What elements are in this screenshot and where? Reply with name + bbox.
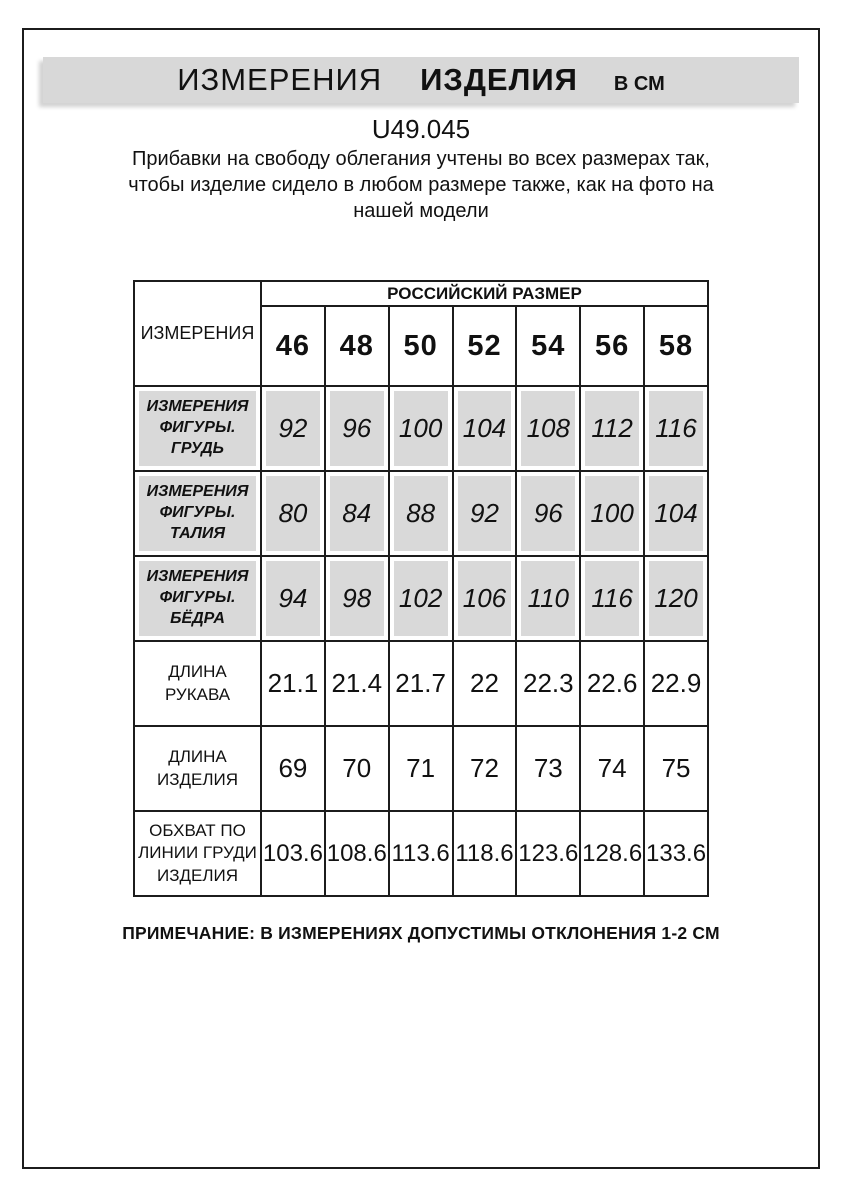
size-column-header: 46 — [261, 306, 325, 386]
cell-value: 92 — [453, 471, 517, 556]
cell-value: 73 — [516, 726, 580, 811]
intro-text — [24, 146, 818, 224]
cell-value: 21.1 — [261, 641, 325, 726]
cell-value: 108.6 — [325, 811, 389, 896]
cell-value: 102 — [389, 556, 453, 641]
size-column-header: 52 — [453, 306, 517, 386]
size-column-header: 50 — [389, 306, 453, 386]
cell-value: 22.9 — [644, 641, 708, 726]
size-table — [133, 280, 709, 897]
table-group-header-row — [134, 281, 708, 306]
cell-value: 96 — [325, 386, 389, 471]
cell-value: 108 — [516, 386, 580, 471]
size-column-header: 56 — [580, 306, 644, 386]
cell-value: 104 — [644, 471, 708, 556]
cell-value: 112 — [580, 386, 644, 471]
cell-value: 21.7 — [389, 641, 453, 726]
table-row-figure-chest — [134, 386, 708, 471]
row-label: ОБХВАТ ПО ЛИНИИ ГРУДИ ИЗДЕЛИЯ — [134, 811, 261, 896]
cell-value: 75 — [644, 726, 708, 811]
cell-value: 133.6 — [644, 811, 708, 896]
table-row-figure-waist — [134, 471, 708, 556]
size-column-header: 54 — [516, 306, 580, 386]
row-label: ДЛИНА ИЗДЕЛИЯ — [134, 726, 261, 811]
cell-value: 88 — [389, 471, 453, 556]
cell-value: 84 — [325, 471, 389, 556]
cell-value: 92 — [261, 386, 325, 471]
cell-value: 69 — [261, 726, 325, 811]
cell-value: 103.6 — [261, 811, 325, 896]
size-column-header: 58 — [644, 306, 708, 386]
row-label: ИЗМЕРЕНИЯ ФИГУРЫ. ТАЛИЯ — [134, 471, 261, 556]
cell-value: 22.6 — [580, 641, 644, 726]
cell-value: 123.6 — [516, 811, 580, 896]
row-label: ИЗМЕРЕНИЯ ФИГУРЫ. ГРУДЬ — [134, 386, 261, 471]
table-row-sleeve-length — [134, 641, 708, 726]
cell-value: 100 — [389, 386, 453, 471]
table-row-chest-girth — [134, 811, 708, 896]
table-corner-header: ИЗМЕРЕНИЯ — [134, 281, 261, 386]
title-units: В СМ — [613, 73, 665, 95]
intro-line-2: чтобы изделие сидело в любом размере также, как на фото на — [128, 174, 714, 196]
cell-value: 118.6 — [453, 811, 517, 896]
cell-value: 98 — [325, 556, 389, 641]
intro-line-3: нашей модели — [353, 200, 489, 222]
product-code: U49.045 — [371, 114, 471, 144]
page-border-frame — [22, 28, 820, 1169]
cell-value: 94 — [261, 556, 325, 641]
cell-value: 100 — [580, 471, 644, 556]
table-group-header: РОССИЙСКИЙ РАЗМЕР — [261, 281, 708, 306]
title-product: ИЗДЕЛИЯ — [420, 62, 578, 97]
cell-value: 70 — [325, 726, 389, 811]
cell-value: 74 — [580, 726, 644, 811]
cell-value: 21.4 — [325, 641, 389, 726]
table-row-figure-hips — [134, 556, 708, 641]
cell-value: 22.3 — [516, 641, 580, 726]
row-label: ИЗМЕРЕНИЯ ФИГУРЫ. БЁДРА — [134, 556, 261, 641]
cell-value: 96 — [516, 471, 580, 556]
size-column-header: 48 — [325, 306, 389, 386]
cell-value: 106 — [453, 556, 517, 641]
cell-value: 22 — [453, 641, 517, 726]
title-banner — [43, 57, 799, 103]
cell-value: 116 — [644, 386, 708, 471]
cell-value: 120 — [644, 556, 708, 641]
cell-value: 128.6 — [580, 811, 644, 896]
cell-value: 110 — [516, 556, 580, 641]
row-label: ДЛИНА РУКАВА — [134, 641, 261, 726]
cell-value: 116 — [580, 556, 644, 641]
title-measurements: ИЗМЕРЕНИЯ — [177, 62, 383, 97]
cell-value: 104 — [453, 386, 517, 471]
note-text: ПРИМЕЧАНИЕ: В ИЗМЕРЕНИЯХ ДОПУСТИМЫ ОТКЛОНЕНИЯ 1-2 СМ — [122, 923, 720, 943]
intro-line-1: Прибавки на свободу облегания учтены во всех размерах так, — [132, 148, 710, 170]
cell-value: 71 — [389, 726, 453, 811]
cell-value: 113.6 — [389, 811, 453, 896]
cell-value: 80 — [261, 471, 325, 556]
cell-value: 72 — [453, 726, 517, 811]
table-row-item-length — [134, 726, 708, 811]
